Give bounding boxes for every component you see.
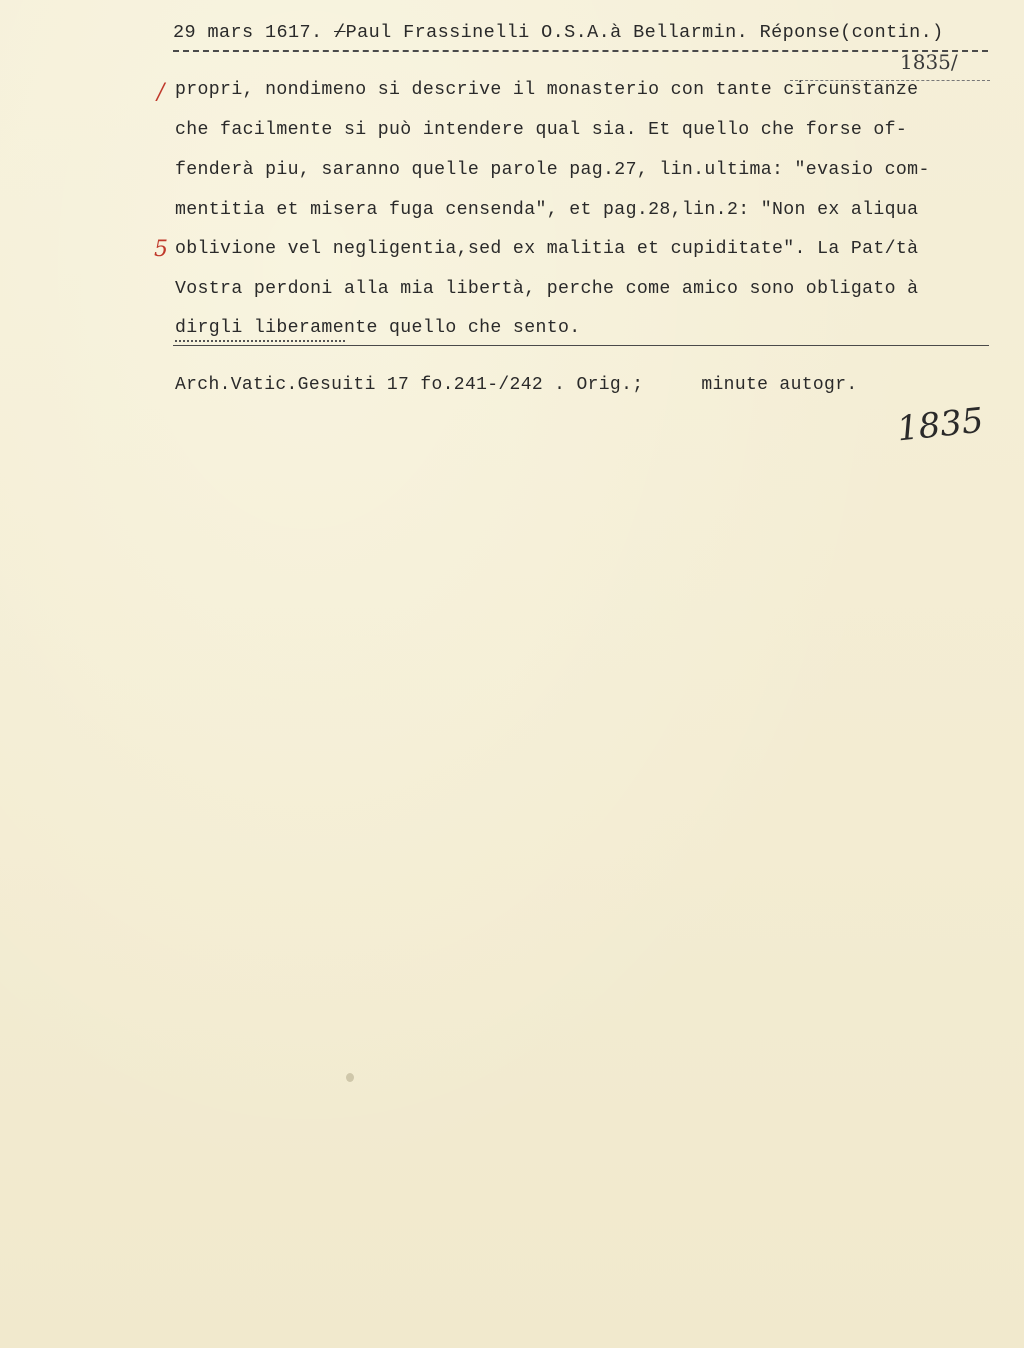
body-line-7: dirgli liberamente quello che sento. [175, 318, 581, 338]
body-end-rule [173, 345, 989, 346]
body-line-2: che facilmente si può intendere qual sia. Et quello che forse of- [175, 120, 908, 140]
body-line-6: Vostra perdoni alla mia libertà, perche come amico sono obligato à [175, 279, 919, 299]
source-citation [175, 375, 858, 395]
header-dashed-rule [173, 50, 988, 52]
margin-mark-line-1: / [157, 80, 165, 105]
body-line-3: fenderà piu, saranno quelle parole pag.27, lin.ultima: "evasio com- [175, 160, 930, 180]
body-line-1: propri, nondimeno si descrive il monasterio con tante circunstanze [175, 80, 919, 100]
body-line-4: mentitia et misera fuga censenda", et pag.28,lin.2: "Non ex aliqua [175, 200, 919, 220]
header-date: 29 mars 1617. [173, 22, 323, 43]
paper-spot [346, 1073, 354, 1082]
body-end-dotted-rule [175, 340, 345, 342]
document-header [173, 22, 944, 43]
header-author-title: Paul Frassinelli O.S.A.à Bellarmin. Réponse(contin.) [345, 22, 944, 43]
source-note: minute autogr. [701, 375, 858, 395]
reference-number: 1835/ [900, 50, 958, 74]
source-archive: Arch.Vatic.Gesuiti 17 fo.241-/242 . Orig.; [175, 375, 644, 395]
handwritten-number: 1835 [895, 400, 986, 450]
header-struck-mark: / [334, 22, 346, 43]
body-line-5: oblivione vel negligentia,sed ex malitia et cupiditate". La Pat/tà [175, 239, 919, 259]
margin-mark-line-5: 5 [154, 237, 168, 262]
